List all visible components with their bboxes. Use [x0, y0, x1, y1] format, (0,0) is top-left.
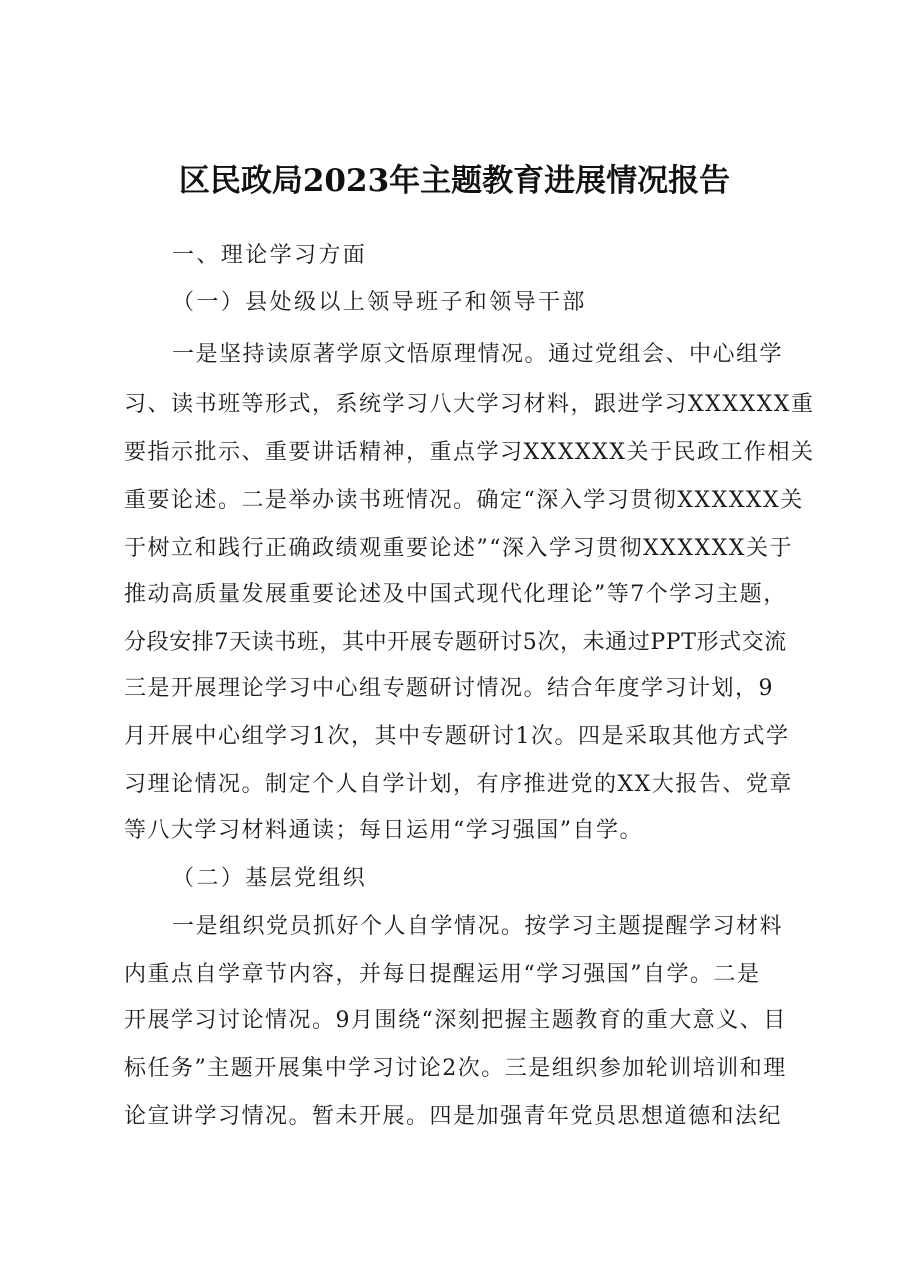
paragraph-line: 等八大学习材料通读；每日运用“学习强国”自学。	[124, 818, 643, 843]
paragraph-line: 开展学习讨论情况。9月围绕“深刻把握主题教育的重大意义、目	[124, 1008, 787, 1033]
document-title: 区民政局2023年主题教育进展情况报告	[178, 163, 731, 199]
paragraph-line: 论宣讲学习情况。暂未开展。四是加强青年党员思想道德和法纪	[124, 1104, 783, 1129]
paragraph-line: 习理论情况。制定个人自学计划，有序推进党的XX大报告、党章	[124, 772, 793, 797]
subsection-heading-grassroots: （二）基层党组织	[172, 866, 368, 891]
section-heading-theory-study: 一、理论学习方面	[172, 243, 368, 268]
paragraph-line: 内重点自学章节内容，并每日提醒运用“学习强国”自学。二是	[124, 962, 761, 987]
paragraph-line: 一是组织党员抓好个人自学情况。按学习主题提醒学习材料	[172, 914, 784, 939]
paragraph-line: 分段安排7天读书班，其中开展专题研讨5次，未通过PPT形式交流	[124, 630, 787, 655]
paragraph-line: 推动高质量发展重要论述及中国式现代化理论”等7个学习主题，	[124, 582, 787, 607]
paragraph-line: 一是坚持读原著学原文悟原理情况。通过党组会、中心组学	[172, 342, 784, 367]
paragraph-line: 要指示批示、重要讲话精神，重点学习XXXXXX关于民政工作相关	[124, 440, 815, 465]
subsection-heading-leaders: （一）县处级以上领导班子和领导干部	[172, 290, 587, 315]
paragraph-line: 标任务”主题开展集中学习讨论2次。三是组织参加轮训培训和理	[124, 1056, 787, 1081]
paragraph-line: 习、读书班等形式，系统学习八大学习材料，跟进学习XXXXXX重	[124, 392, 815, 417]
paragraph-line: 于树立和践行正确政绩观重要论述”“深入学习贯彻XXXXXX关于	[124, 536, 793, 561]
paragraph-line: 重要论述。二是举办读书班情况。确定“深入学习贯彻XXXXXX关	[124, 488, 804, 513]
paragraph-line: 月开展中心组学习1次，其中专题研讨1次。四是采取其他方式学	[124, 724, 790, 749]
paragraph-line: 三是开展理论学习中心组专题研讨情况。结合年度学习计划，9	[124, 676, 774, 701]
